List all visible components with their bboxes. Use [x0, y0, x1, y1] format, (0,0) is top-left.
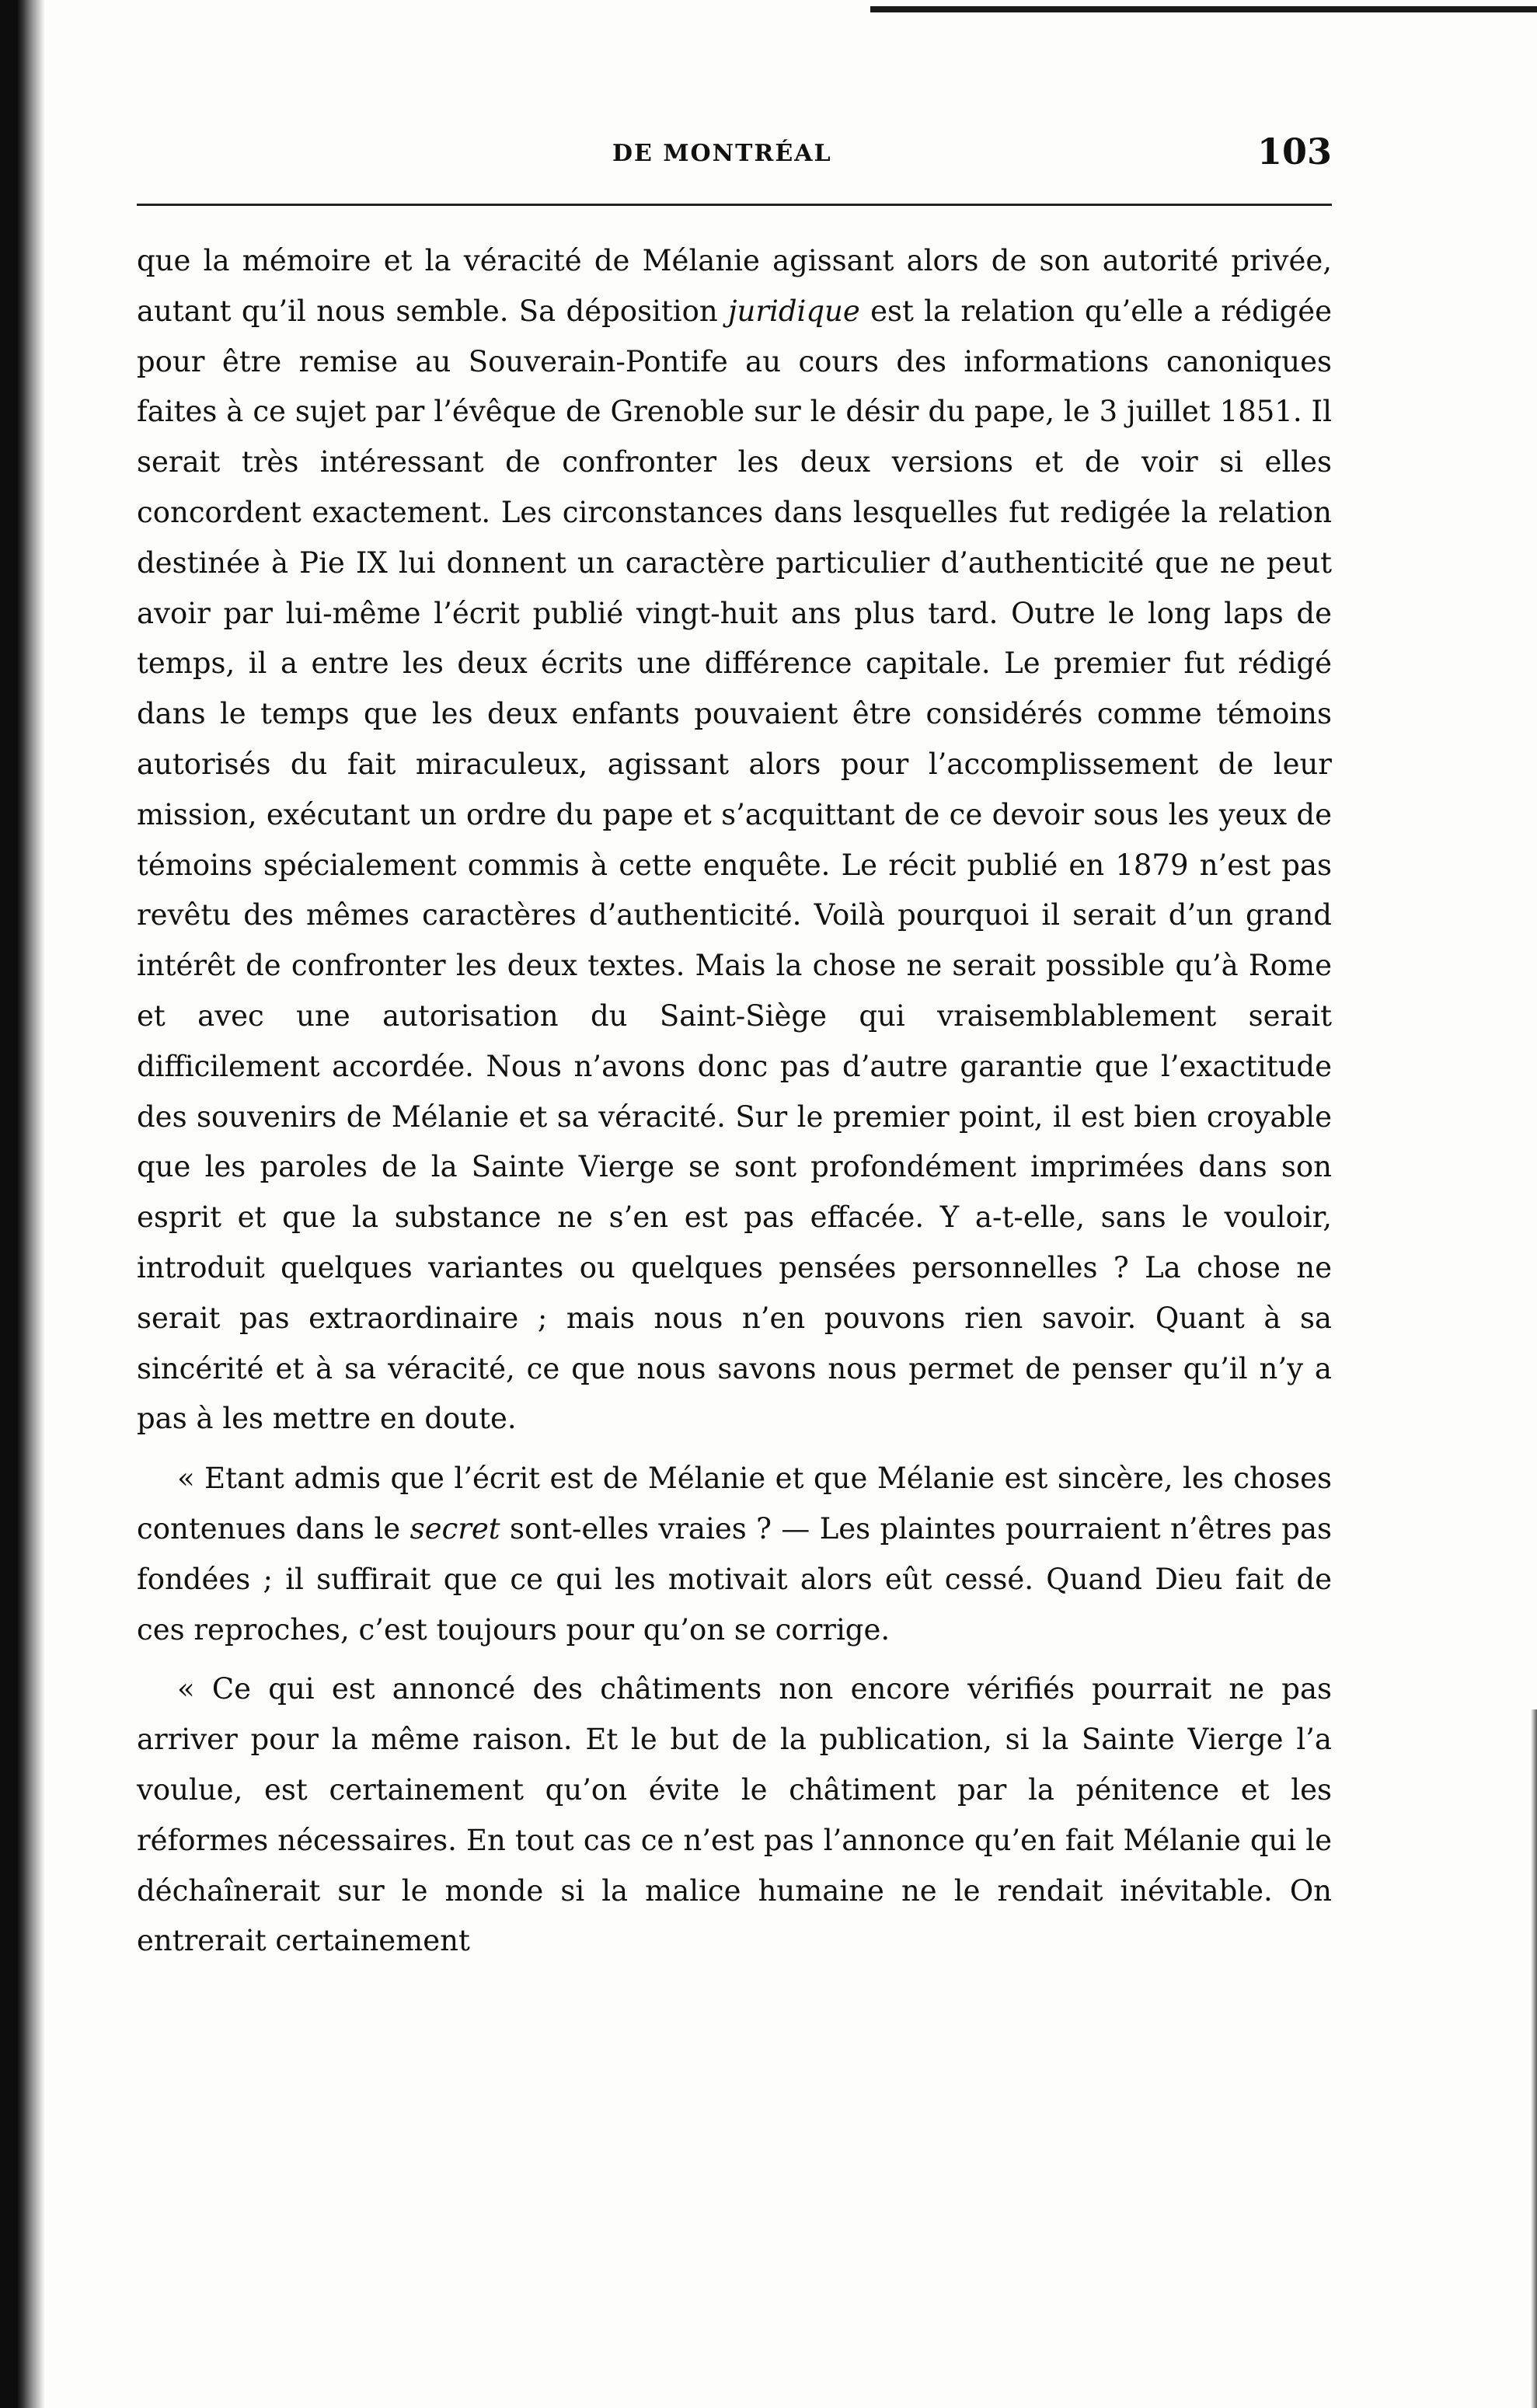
scan-top-edge [870, 6, 1537, 12]
italic-word: secret [410, 1511, 500, 1546]
text-run: que la mémoire et la véracité de Mélanie agissant alors de son autorité privée, autant qu’il nous semble. Sa déposition [137, 244, 1332, 328]
paragraph-3 [137, 1664, 1332, 1967]
book-binding-edge [0, 0, 45, 2408]
paragraph-1 [137, 236, 1332, 1444]
text-run: « Etant admis que l’écrit est de Mélanie et que Mélanie est sincère, les choses contenues dans le [137, 1462, 1332, 1546]
header-rule [137, 204, 1332, 206]
scan-right-edge [1531, 1709, 1537, 2408]
text-run: est la relation qu’elle a rédigée pour être remise au Souverain-Pontife au cours des informations canoniques faites à ce sujet par l’évêque de Grenoble sur le désir du pape, le 3 juillet 1851. Il serait très intéressant de confronter les deux versions et de voir si elles concordent exactement. Les circonstances dans lesquelles fut redigée la relation destinée à Pie IX lui donnent un caractère particulier d’authenticité que ne peut avoir par lui-même l’écrit publié vingt-huit ans plus tard. Outre le long laps de temps, il a entre les deux écrits une différence capitale. Le premier fut rédigé dans le temps que les deux enfants pouvaient être considérés comme témoins autorisés du fait miraculeux, agissant alors pour l’accomplissement de leur mission, exécutant un ordre du pape et s’acquittant de ce devoir sous les yeux de témoins spécialement commis à cette enquête. Le récit publié en 1879 n’est pas revêtu des mêmes caractères d’authenticité. Voilà pourquoi il serait d’un grand intérêt de confronter les deux textes. Mais la chose ne serait possible qu’à Rome et avec une autorisation du Saint-Siège qui vraisemblablement serait difficilement accordée. Nous n’avons donc pas d’autre garantie que l’exactitude des souvenirs de Mélanie et sa véracité. Sur le premier point, il est bien croyable que les paroles de la Sainte Vierge se sont profondément imprimées dans son esprit et que la substance ne s’en est pas effacée. Y a-t-elle, sans le vouloir, introduit quelques variantes ou quelques pensées personnelles ? La chose ne serait pas extraordinaire ; mais nous n’en pouvons rien savoir. Quant à sa sincérité et à sa véracité, ce que nous savons nous permet de penser qu’il n’y a pas à les mettre en doute. [137, 294, 1332, 1436]
text-run: sont-elles vraies ? — Les plaintes pourraient n’êtres pas fondées ; il suffirait que ce qui les motivait alors eût cessé. Quand Dieu fait de ces reproches, c’est toujours pour qu’on se corrige. [137, 1511, 1332, 1647]
page-header [137, 131, 1332, 185]
paragraph-2 [137, 1454, 1332, 1655]
body-text [137, 236, 1332, 1967]
running-head: DE MONTRÉAL [612, 140, 832, 167]
text-run: « Ce qui est annoncé des châtiments non encore vérifiés pourrait ne pas arriver pour la même raison. Et le but de la publication, si la Sainte Vierge l’a voulue, est certainement qu’on évite le châtiment par la pénitence et les réformes nécessaires. En tout cas ce n’est pas l’annonce qu’en fait Mélanie qui le déchaînerait sur le monde si la malice humaine ne le rendait inévitable. On entrerait certainement [137, 1672, 1332, 1958]
italic-word: juridique [728, 294, 860, 328]
page-number: 103 [1256, 131, 1332, 172]
